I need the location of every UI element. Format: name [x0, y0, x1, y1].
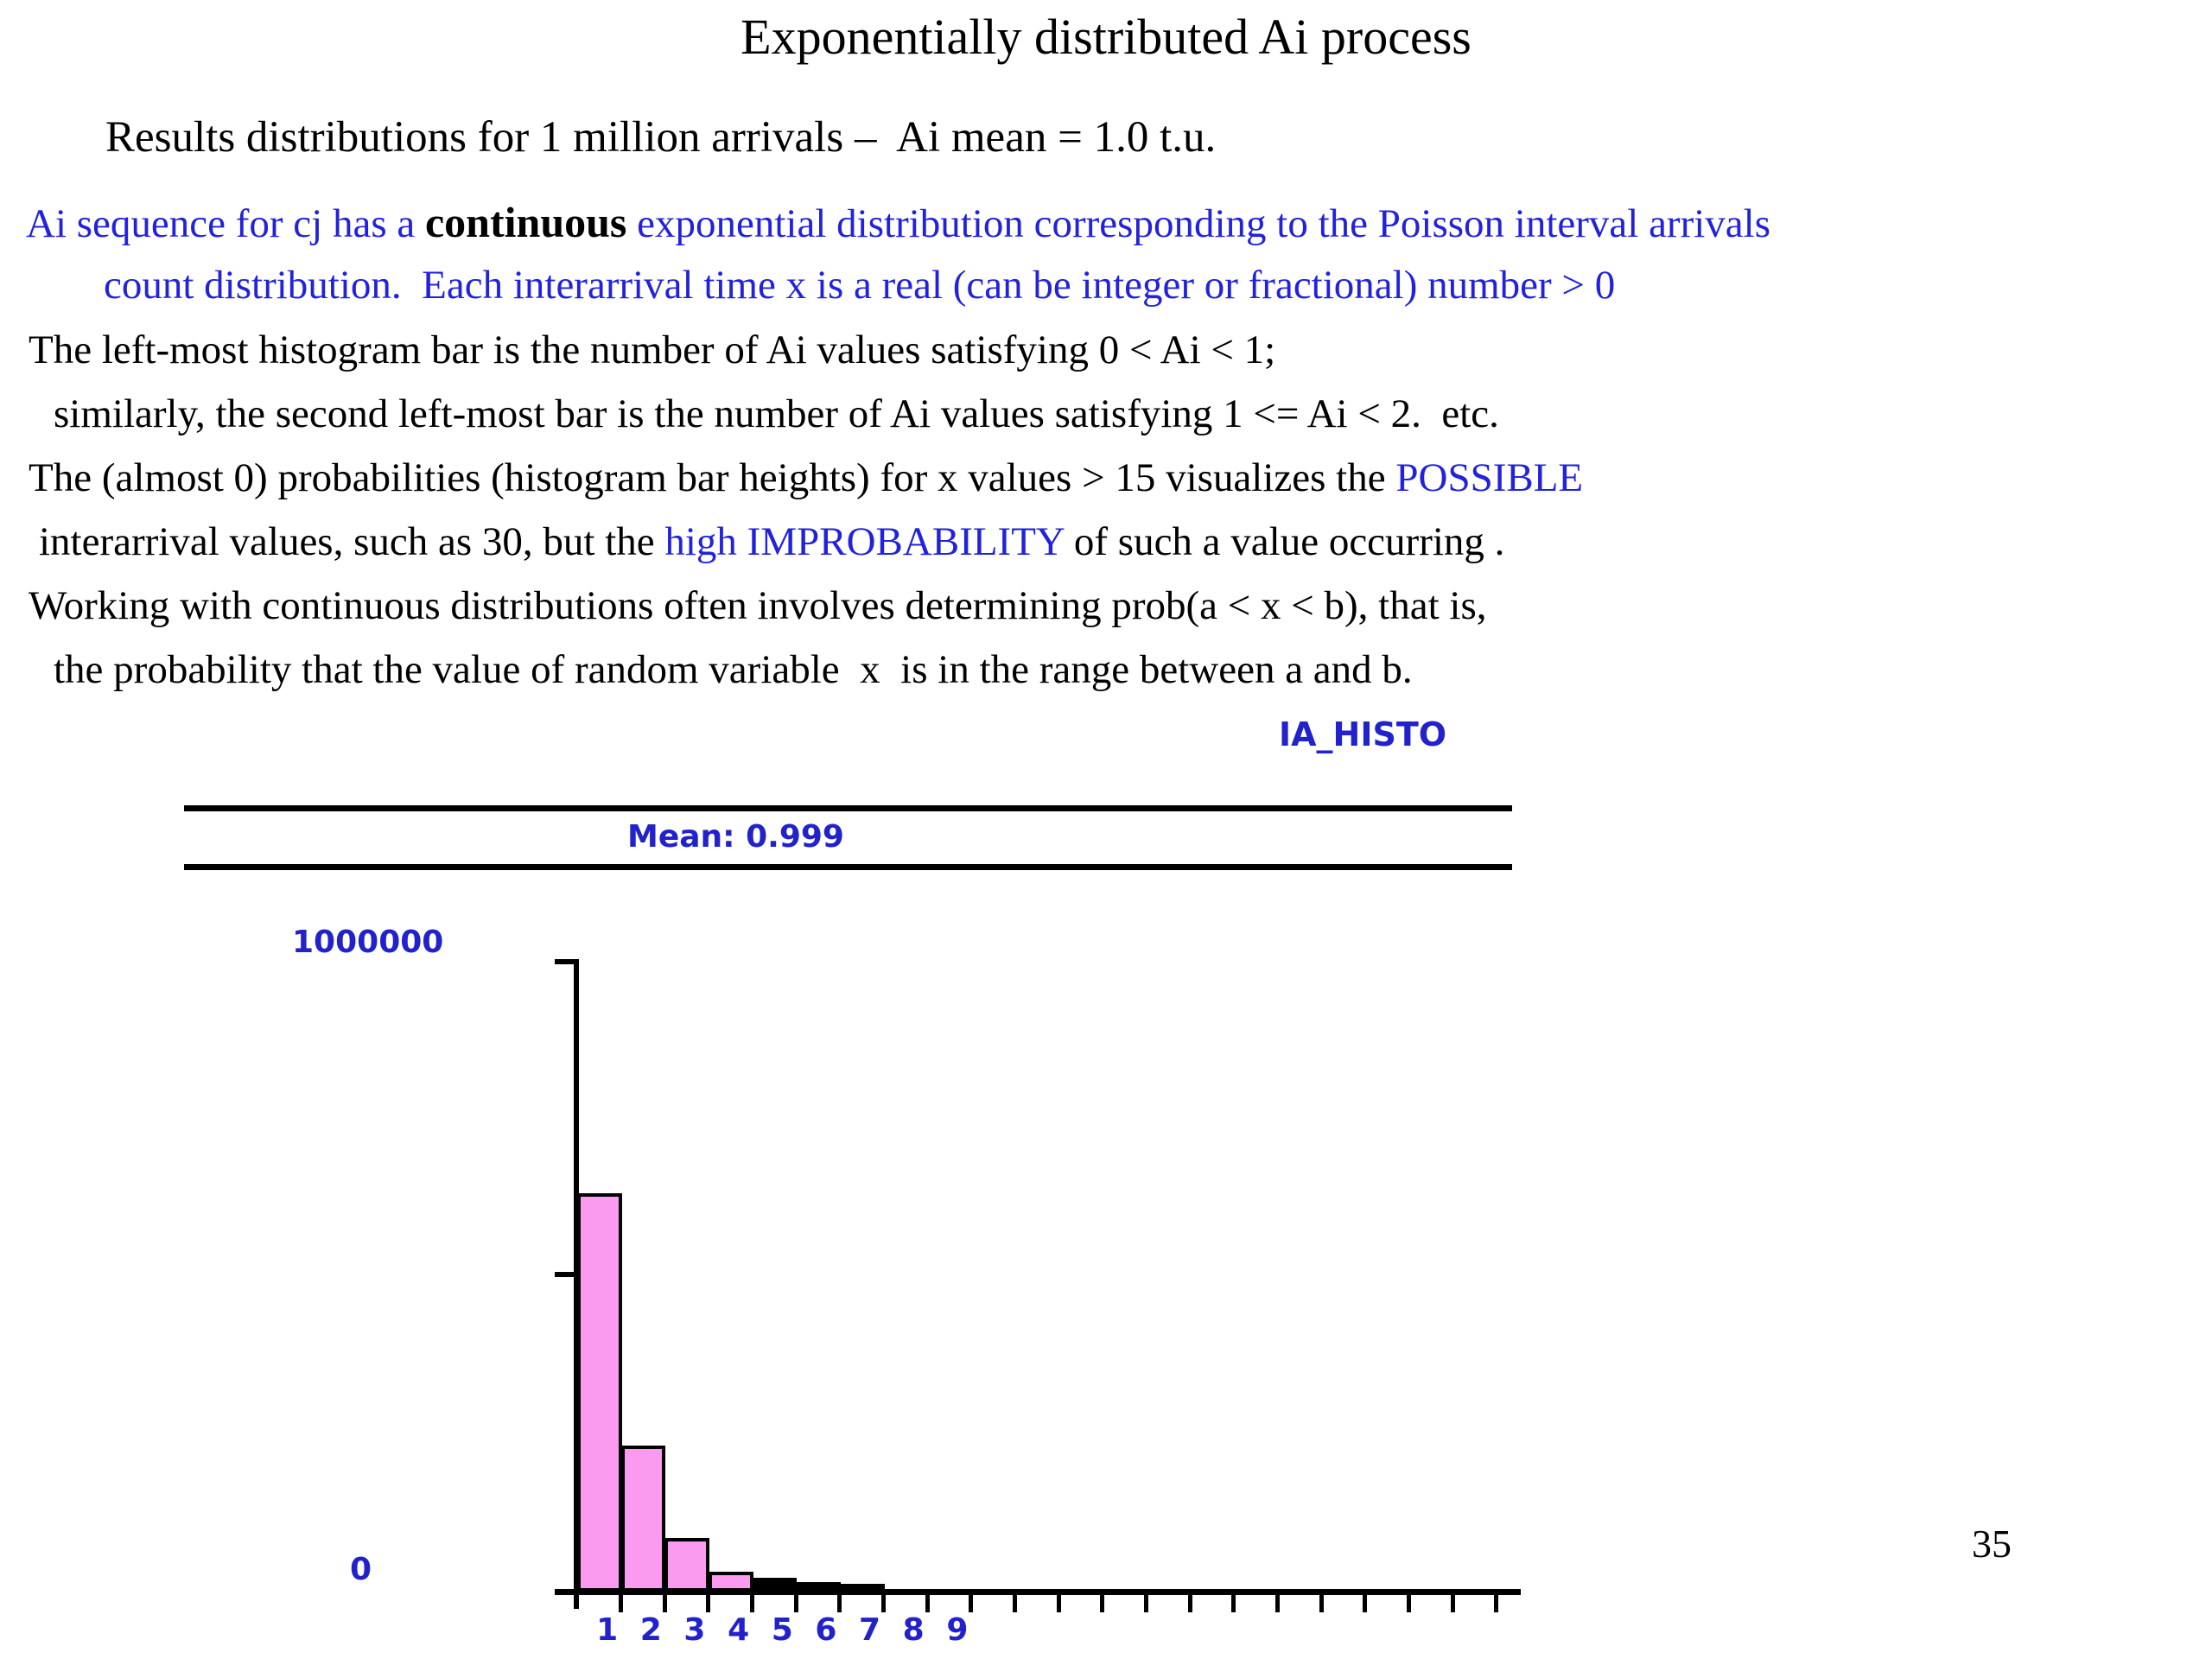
x-axis-tick — [706, 1590, 710, 1612]
histogram-bar — [709, 1572, 753, 1592]
x-axis-tick — [663, 1590, 667, 1612]
x-axis-tick-label: 7 — [859, 1612, 881, 1648]
body-line-2: similarly, the second left-most bar is the number of Ai values satisfying 1 <= Ai < 2. etc. — [54, 391, 1499, 436]
body-line-5: Working with continuous distributions often involves determining prob(a < x < b), that is, — [29, 583, 1487, 628]
y-axis-max-label: 1000000 — [292, 925, 444, 960]
x-axis-tick-label: 8 — [902, 1612, 925, 1648]
histogram-bar — [753, 1578, 798, 1592]
x-axis-tick — [1451, 1590, 1455, 1612]
x-axis-tick — [1363, 1590, 1367, 1612]
slide-subtitle: Results distributions for 1 million arrivals – Ai mean = 1.0 t.u. — [105, 113, 1217, 162]
x-axis-tick-label: 6 — [815, 1612, 837, 1648]
line4-post: of such a value occurring . — [1064, 519, 1505, 564]
x-axis-tick — [837, 1590, 842, 1612]
body-blue-line-1 — [26, 198, 1770, 248]
x-axis-tick — [925, 1590, 930, 1612]
x-axis-tick-label: 9 — [946, 1612, 969, 1648]
histogram-bar — [840, 1584, 885, 1592]
histogram-bar — [664, 1538, 709, 1592]
x-axis-tick-label: 3 — [683, 1612, 706, 1648]
x-axis-tick — [1494, 1590, 1498, 1612]
y-axis-tick-max — [555, 959, 578, 964]
x-axis-tick-label: 1 — [596, 1612, 619, 1648]
body-line-3 — [29, 454, 1583, 501]
x-axis-tick — [1231, 1590, 1236, 1612]
x-axis-tick — [1319, 1590, 1324, 1612]
histogram-bar — [577, 1193, 622, 1592]
chart-mean-label: Mean: 0.999 — [627, 819, 844, 855]
chart-top-rule — [184, 805, 1512, 811]
y-axis-min-label: 0 — [350, 1552, 372, 1587]
chart-window-title: IA_HISTO — [1279, 715, 1447, 753]
x-axis-tick — [1144, 1590, 1148, 1612]
page-title: Exponentially distributed Ai process — [741, 9, 1471, 65]
x-axis-tick — [1407, 1590, 1411, 1612]
x-axis-tick-label: 2 — [639, 1612, 662, 1648]
body-line-4 — [39, 518, 1504, 565]
x-axis-tick — [619, 1590, 623, 1612]
body-line-1: The left-most histogram bar is the number of Ai values satisfying 0 < Ai < 1; — [29, 327, 1276, 372]
x-axis-tick — [969, 1590, 973, 1612]
line4-highlight: high IMPROBABILITY — [664, 519, 1065, 564]
x-axis-tick-label: 4 — [728, 1612, 750, 1648]
line4-pre: interarrival values, such as 30, but the — [39, 519, 665, 564]
x-axis-tick — [1013, 1590, 1017, 1612]
line3-highlight: POSSIBLE — [1395, 455, 1584, 500]
body-blue-line-2: count distribution. Each interarrival time x is a real (can be integer or fractional) number > 0 — [104, 263, 1616, 308]
y-axis-tick-mid — [555, 1272, 578, 1277]
x-axis-tick-label: 5 — [771, 1612, 793, 1648]
histogram-bar — [621, 1446, 666, 1592]
x-axis-tick — [794, 1590, 798, 1612]
blue-line1-bold-word: continuous — [424, 198, 627, 246]
histogram-bar — [796, 1582, 841, 1592]
line3-pre: The (almost 0) probabilities (histogram bar heights) for x values > 15 visualizes the — [29, 455, 1396, 500]
chart-second-rule — [184, 864, 1512, 870]
x-axis-tick — [1057, 1590, 1061, 1612]
page-number: 35 — [1972, 1522, 2012, 1566]
blue-line1-post: exponential distribution corresponding to the Poisson interval arrivals — [626, 201, 1771, 246]
x-axis-tick — [1275, 1590, 1280, 1612]
x-axis-tick — [1188, 1590, 1192, 1612]
blue-line1-pre: Ai sequence for cj has a — [26, 201, 425, 246]
body-line-6: the probability that the value of random variable x is in the range between a and b. — [54, 647, 1413, 692]
x-axis-tick — [1100, 1590, 1104, 1612]
x-axis-tick — [750, 1590, 754, 1612]
x-axis-tick — [881, 1590, 886, 1612]
